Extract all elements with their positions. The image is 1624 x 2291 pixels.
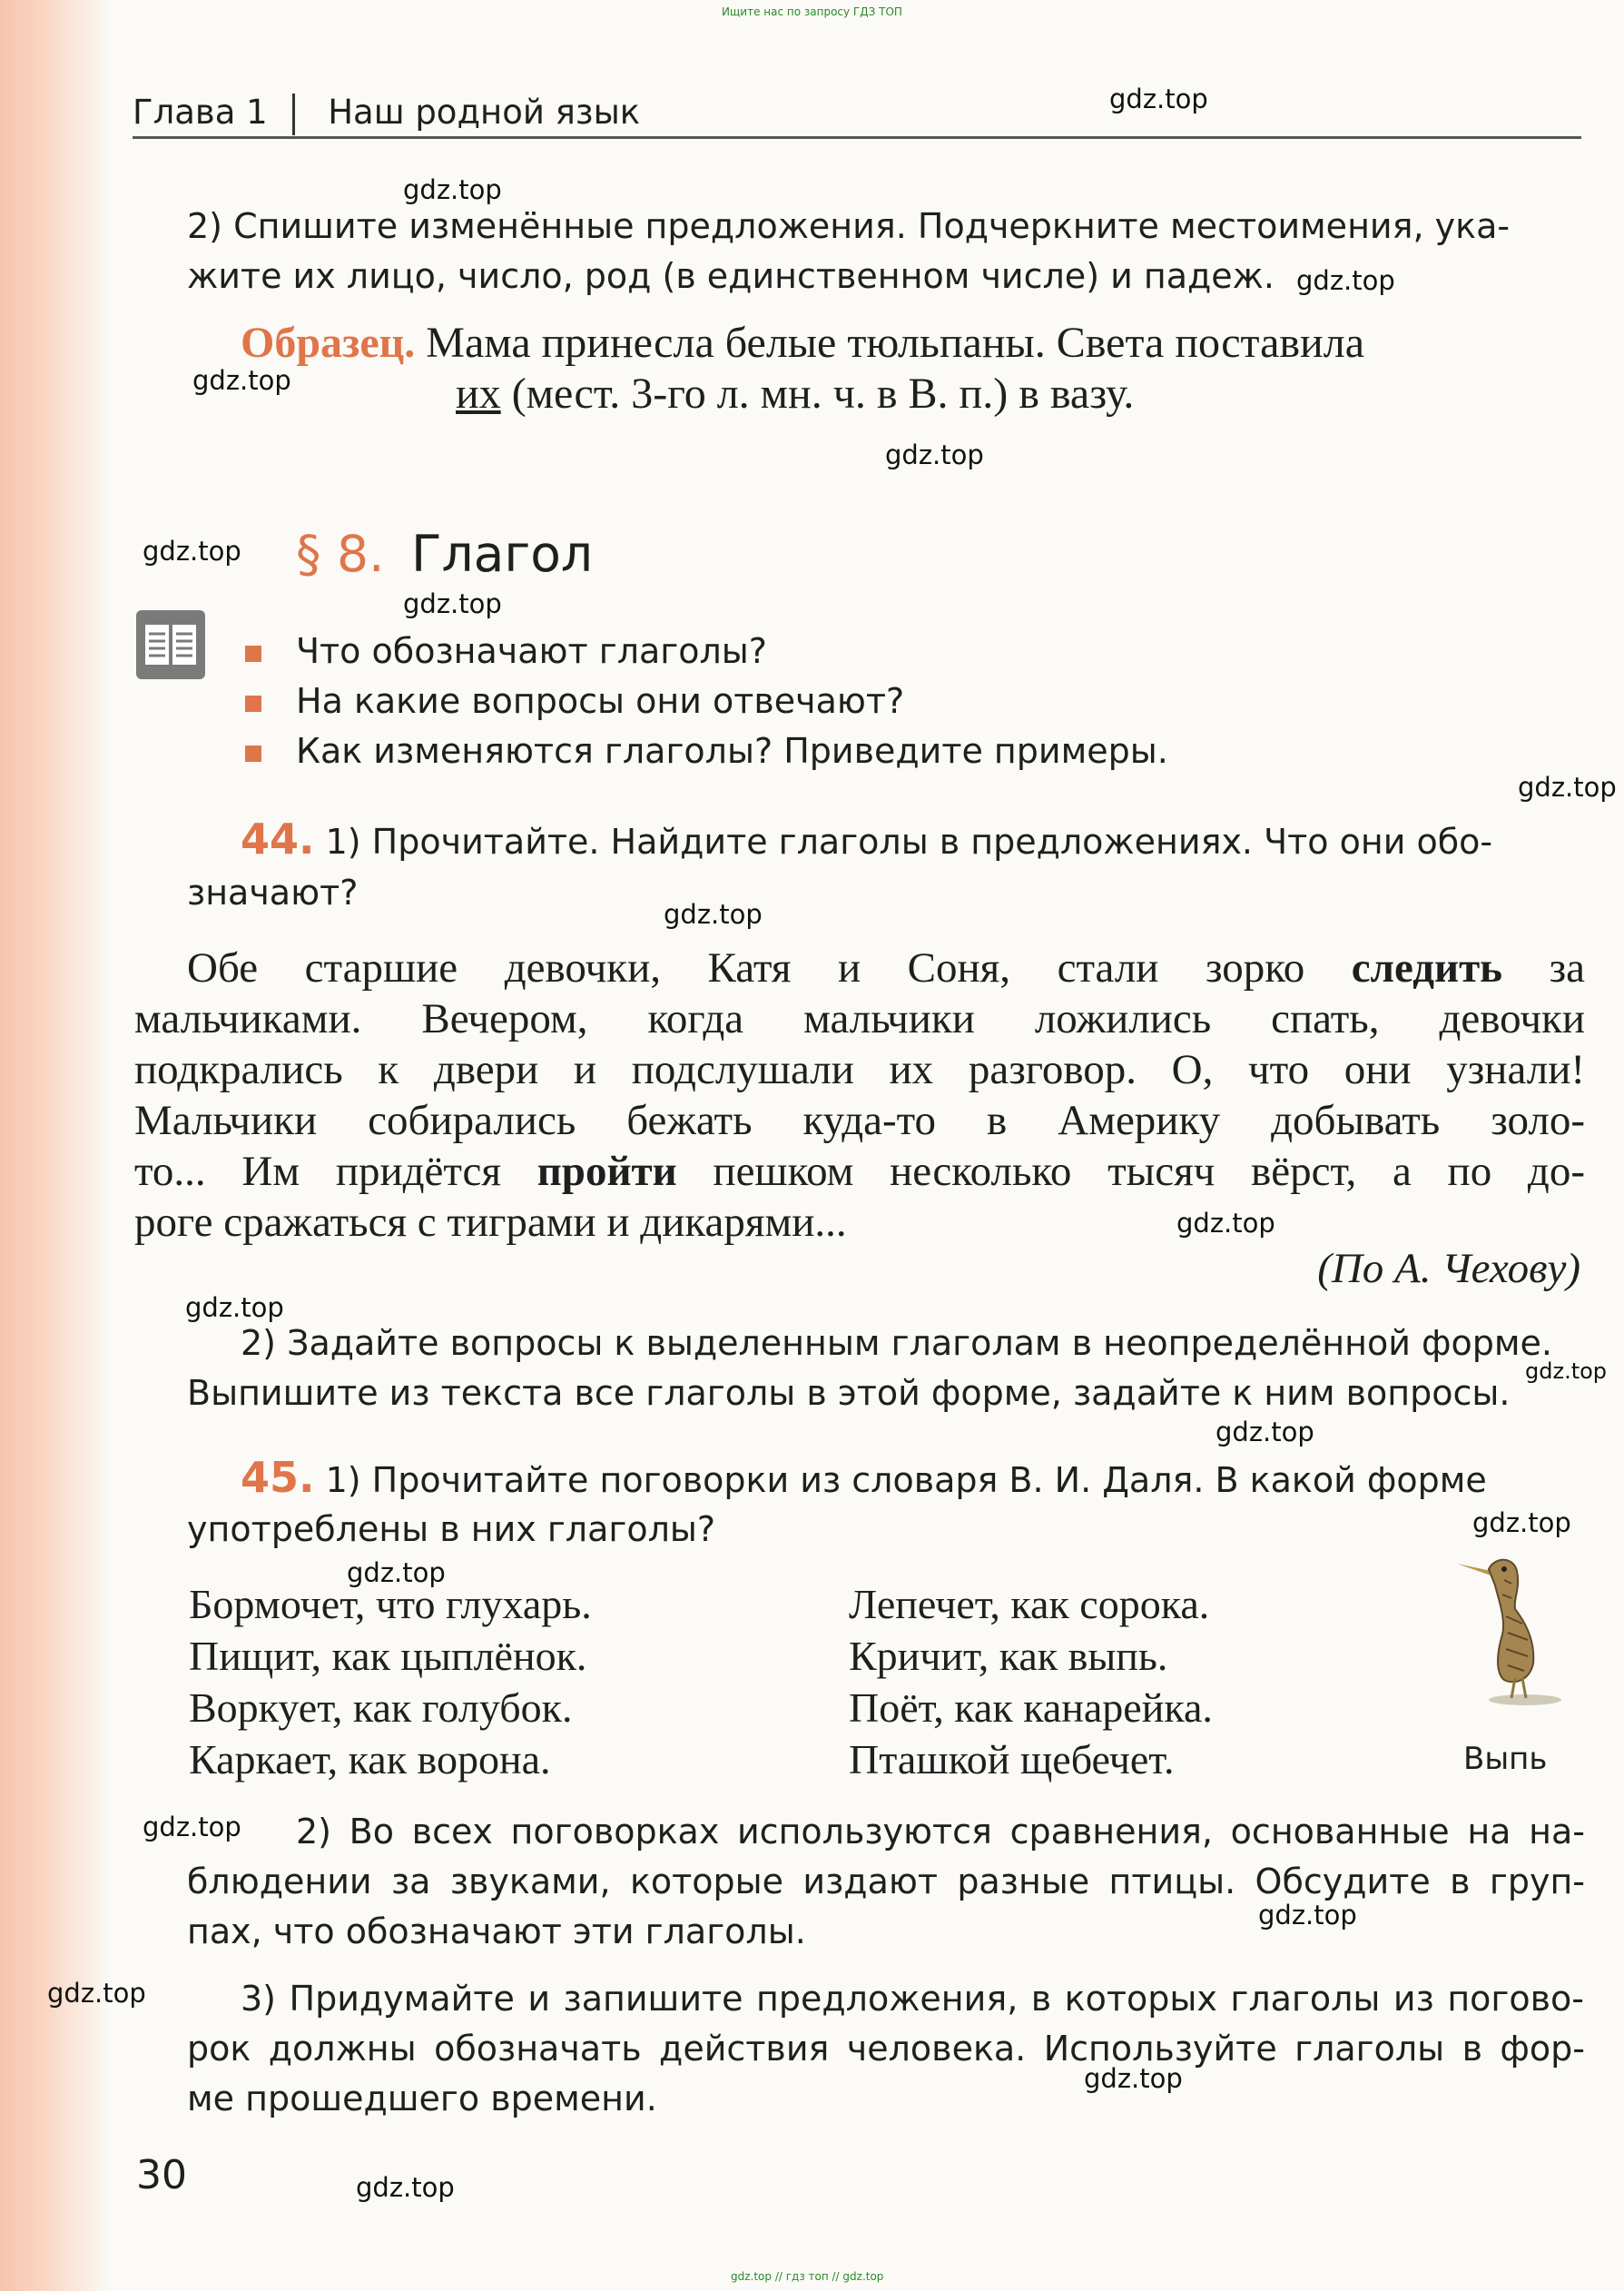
saying-item: Каркает, как ворона. (189, 1736, 551, 1782)
text-line: мальчиками. Вечером, когда мальчики ложились спать, девочки (134, 995, 1585, 1042)
page-edge-shade (0, 0, 109, 2291)
chapter-label: Глава 1 (133, 93, 268, 132)
section-number: § 8. (296, 525, 385, 583)
chapter-title: Наш родной язык (328, 93, 641, 132)
task-prev-line2: жите их лицо, число, род (в единственном числе) и падеж. (187, 256, 1275, 296)
task-prev-line1: 2) Спишите изменённые предложения. Подчеркните местоимения, ука- (187, 206, 1511, 246)
text-line: роге сражаться с тиграми и дикарями... (134, 1199, 847, 1246)
watermark: gdz.top (1109, 84, 1208, 114)
watermark: gdz.top (143, 536, 241, 567)
watermark: gdz.top (1296, 265, 1395, 296)
bird-caption: Выпь (1463, 1741, 1548, 1777)
saying-item: Лепечет, как сорока. (849, 1581, 1210, 1627)
header-rule (133, 136, 1581, 139)
ex44-number: 44. (241, 815, 315, 864)
saying-item: Воркует, как голубок. (189, 1684, 573, 1731)
header-divider (292, 94, 295, 135)
saying-item: Пищит, как цыплёнок. (189, 1633, 587, 1679)
ex45-task3-line2: рок должны обозначать действия человека. Используйте глаголы в фор- (187, 2029, 1585, 2069)
bottom-note: gdz.top // гдз топ // gdz.top (731, 2270, 884, 2283)
book-icon (136, 610, 205, 679)
watermark: gdz.top (1176, 1208, 1275, 1239)
section-title: Глагол (410, 525, 594, 583)
sayings-left (189, 1578, 592, 1785)
sample-block (241, 318, 1584, 420)
ex45-task3-line1: 3) Придумайте и запишите предложения, в которых глаголы из погово- (241, 1979, 1584, 2019)
watermark: gdz.top (403, 174, 502, 205)
text-line: то... Им придётся пройти пешком несколько тысяч вёрст, а по до- (134, 1148, 1585, 1195)
sample-line1: Мама принесла белые тюльпаны. Света поставила (426, 319, 1364, 367)
ex45-task2-line2: блюдении за звуками, которые издают разные птицы. Обсудите в груп- (187, 1861, 1585, 1901)
saying-item: Кричит, как выпь. (849, 1633, 1168, 1679)
ex45-number: 45. (241, 1453, 315, 1502)
ex45-line1: 1) Прочитайте поговорки из словаря В. И. Даля. В какой форме (325, 1460, 1487, 1500)
running-header (133, 93, 640, 135)
watermark: gdz.top (403, 588, 502, 619)
ex44-instruction (241, 815, 1584, 867)
bullet-square-icon (245, 746, 261, 762)
question-item: Что обозначают глаголы? (245, 627, 1168, 676)
watermark: gdz.top (185, 1292, 284, 1323)
ex45-instruction (241, 1453, 1584, 1506)
ex45-task2-line3: пах, что обозначают эти глаголы. (187, 1911, 806, 1951)
page-number: 30 (136, 2152, 187, 2198)
question-item: На какие вопросы они отвечают? (245, 676, 1168, 726)
saying-item: Бормочет, что глухарь. (189, 1581, 592, 1627)
text-line: подкрались к двери и подслушали их разговор. О, что они узнали! (134, 1046, 1585, 1093)
watermark: gdz.top (1518, 772, 1617, 803)
watermark: gdz.top (347, 1557, 446, 1588)
saying-item: Поёт, как канарейка. (849, 1684, 1213, 1731)
section-heading (296, 525, 593, 583)
sample-pronoun: их (456, 370, 501, 418)
text-line: Мальчики собирались бежать куда-то в Америку добывать золо- (134, 1097, 1585, 1144)
question-item: Как изменяются глаголы? Приведите примеры. (245, 726, 1168, 776)
sample-label: Образец. (241, 319, 416, 367)
watermark: gdz.top (1472, 1507, 1571, 1538)
bullet-square-icon (245, 646, 261, 662)
bullet-square-icon (245, 696, 261, 712)
text-line: Обе старшие девочки, Катя и Соня, стали зорко следить за (187, 944, 1585, 992)
ex44-line1: 1) Прочитайте. Найдите глаголы в предложениях. Что они обо- (325, 822, 1493, 862)
saying-item: Пташкой щебечет. (849, 1736, 1175, 1782)
ex45-line2: употреблены в них глаголы? (187, 1509, 716, 1549)
watermark: gdz.top (885, 439, 984, 470)
bittern-bird-illustration (1439, 1544, 1566, 1707)
ex45-task3-line3: ме прошедшего времени. (187, 2079, 657, 2118)
watermark: gdz.top (47, 1978, 146, 2009)
ex44-task2-line1: 2) Задайте вопросы к выделенным глаголам в неопределённой форме. (241, 1323, 1552, 1363)
watermark: gdz.top (143, 1812, 241, 1842)
sayings-right (849, 1578, 1213, 1785)
ex45-task2-line1: 2) Во всех поговорках используются сравнения, основанные на на- (296, 1812, 1585, 1852)
watermark: gdz.top (356, 2172, 455, 2203)
sample-line2: (мест. 3-го л. мн. ч. в В. п.) в вазу. (500, 370, 1135, 418)
watermark: gdz.top (1216, 1417, 1314, 1447)
watermark: gdz.top (1525, 1358, 1608, 1384)
watermark: gdz.top (1084, 2063, 1183, 2094)
ex44-task2-line2: Выпишите из текста все глаголы в этой форме, задайте к ним вопросы. (187, 1373, 1511, 1413)
watermark: gdz.top (1258, 1900, 1357, 1931)
ex44-line2: значают? (187, 873, 359, 913)
section-questions (245, 627, 1168, 776)
watermark: gdz.top (664, 899, 763, 930)
ex44-author: (По А. Чехову) (1317, 1245, 1580, 1292)
ex44-text (134, 943, 1585, 1248)
watermark: gdz.top (192, 365, 291, 396)
top-note: Ищите нас по запросу ГДЗ ТОП (722, 5, 902, 18)
